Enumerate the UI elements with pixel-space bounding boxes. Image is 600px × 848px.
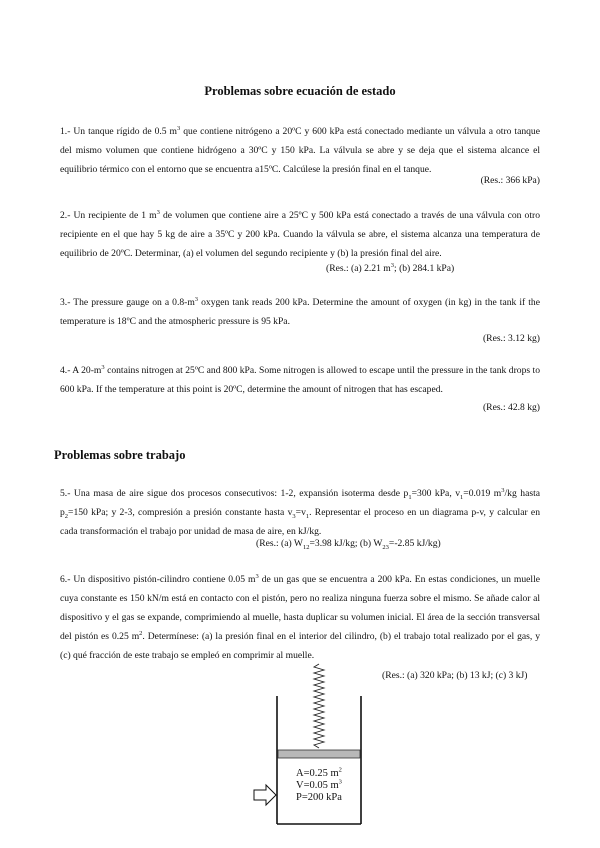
problem-1-sup: 3: [177, 124, 181, 132]
volume-label-sup: 3: [338, 778, 342, 786]
problem-3: [60, 293, 540, 331]
pressure-label: P=200 kPa: [296, 792, 342, 803]
problem-4-answer: (Res.: 42.8 kg): [482, 402, 540, 413]
problem-5-s1: 1: [408, 493, 412, 501]
piston-cylinder-diagram: [250, 658, 390, 834]
area-label-text: A=0.25 m: [296, 768, 339, 779]
problem-6-answer: (Res.: (a) 320 kPa; (b) 13 kJ; (c) 3 kJ): [382, 670, 528, 681]
volume-label: [296, 780, 342, 792]
problem-5-answer-s1: 12: [302, 543, 310, 551]
section-title-trabajo: Problemas sobre trabajo: [54, 448, 186, 462]
problem-5-answer-a1: (Res.: (a) W: [256, 538, 303, 549]
piston: [278, 750, 360, 758]
problem-2-answer-sup: 3: [390, 261, 394, 269]
problem-6-s1: 3: [255, 572, 259, 580]
problem-5-answer-s2: 23: [382, 543, 389, 551]
problem-6-t1: 6.- Un dispositivo pistón-cilindro contiene 0.05 m: [60, 574, 256, 585]
problem-6-t3: . Determínese: (a) la presión final en el interior del cilindro, (b) el trabajo total realizado por el gas, y (c) qué fracción de este trabajo se empleó en comprimir al muelle.: [60, 631, 540, 661]
problem-5-answer-a2: =3.98 kJ/kg; (b) W: [309, 538, 383, 549]
volume-label-text: V=0.05 m: [296, 780, 339, 791]
problem-1-text-a: 1.- Un tanque rígido de 0.5 m: [60, 126, 178, 137]
problem-5-s4: 2: [64, 512, 69, 520]
problem-2-sup: 3: [156, 208, 160, 216]
problem-5-t2: =300 kPa, v: [411, 488, 461, 499]
problem-4-text-b: contains nitrogen at 25ºC and 800 kPa. Some nitrogen is allowed to escape until the pressure in the tank drops to 600 kPa. If the temperature at this point is 20ºC, determine the amount of nitrogen that has escaped.: [60, 365, 541, 395]
problem-2: [60, 206, 540, 263]
problem-5-t4: /kg hasta p: [60, 488, 541, 518]
problem-3-text-a: 3.- The pressure gauge on a 0.8-m: [60, 297, 195, 308]
problem-2-answer-a: (Res.: (a) 2.21 m: [326, 263, 391, 274]
area-label: [296, 768, 342, 780]
problem-4-sup: 3: [101, 363, 105, 371]
problem-5-answer: [256, 538, 441, 549]
area-label-sup: 2: [338, 766, 342, 774]
problem-4-text-a: 4.- A 20-m: [60, 365, 102, 376]
problem-3-sup: 3: [194, 295, 199, 303]
problem-5: [60, 484, 540, 541]
problem-2-answer: [326, 263, 454, 274]
problem-2-text-a: 2.- Un recipiente de 1 m: [60, 210, 157, 221]
problem-6: [60, 570, 540, 665]
problem-1: [60, 122, 540, 179]
problem-6-t2: de un gas que se encuentra a 200 kPa. En estas condiciones, un muelle cuya constante es 150 kN/m está en contacto con el pistón, pero no realiza ninguna fuerza sobre el mismo. Se añade calor al dispositivo y el gas se expande, comprimiendo al muelle, hasta duplicar su volumen inicial. El área de la sección transversal del pistón es 0.25 m: [60, 574, 540, 642]
problem-6-s2: 2: [139, 629, 143, 637]
problem-5-s5: 3: [292, 512, 296, 520]
problem-2-text-b: de volumen que contiene aire a 25ºC y 500 kPa está conectado a través de una válvula con otro recipiente en el que hay 5 kg de aire a 35ºC y 200 kPa. Cuando la válvula se abre, el sistema alcanza una temperatura de equilibrio de 20ºC. Determinar, (a) el volumen del segundo recipiente y (b) la presión final del aire.: [60, 210, 540, 259]
problem-1-text-b: que contiene nitrógeno a 20ºC y 600 kPa está conectado mediante un válvula a otro tanque del mismo volumen que contiene hidrógeno a 30ºC y 150 kPa. La válvula se abre y se deja que el sistema alcance el equilibrio térmico con el entorno que se encuentra a15ºC. Calcúlese la presión final en el tanque.: [60, 126, 540, 175]
diagram-labels: [296, 768, 342, 804]
problem-5-s2: 1: [460, 493, 464, 501]
problem-5-s6: 1: [305, 512, 310, 520]
problem-5-s3: 3: [501, 486, 505, 494]
section-title-estado: Problemas sobre ecuación de estado: [204, 84, 396, 98]
problem-4: [60, 361, 540, 399]
problem-3-answer: (Res.: 3.12 kg): [482, 333, 540, 344]
problem-1-answer: (Res.: 366 kPa): [480, 175, 540, 186]
problem-5-t6: =v: [295, 507, 306, 518]
problem-5-answer-a3: =-2.85 kJ/kg): [388, 538, 441, 549]
problem-5-t3: =0.019 m: [463, 488, 502, 499]
spring-icon: [314, 664, 324, 748]
problem-3-text-b: oxygen tank reads 200 kPa. Determine the amount of oxygen (in kg) in the tank if the temperature is 18ºC and the atmospheric pressure is 95 kPa.: [60, 297, 540, 327]
problem-2-answer-b: ; (b) 284.1 kPa): [394, 263, 455, 274]
problem-5-t1: 5.- Una masa de aire sigue dos procesos consecutivos: 1-2, expansión isoterma desde p: [60, 488, 409, 499]
problem-5-t5: =150 kPa; y 2-3, compresión a presión constante hasta v: [68, 507, 293, 518]
problem-5-t7: . Representar el proceso en un diagrama p-v, y calcular en cada transformación el trabajo por unidad de masa de aire, en kJ/kg.: [60, 507, 540, 537]
heat-arrow-icon: [254, 785, 276, 805]
